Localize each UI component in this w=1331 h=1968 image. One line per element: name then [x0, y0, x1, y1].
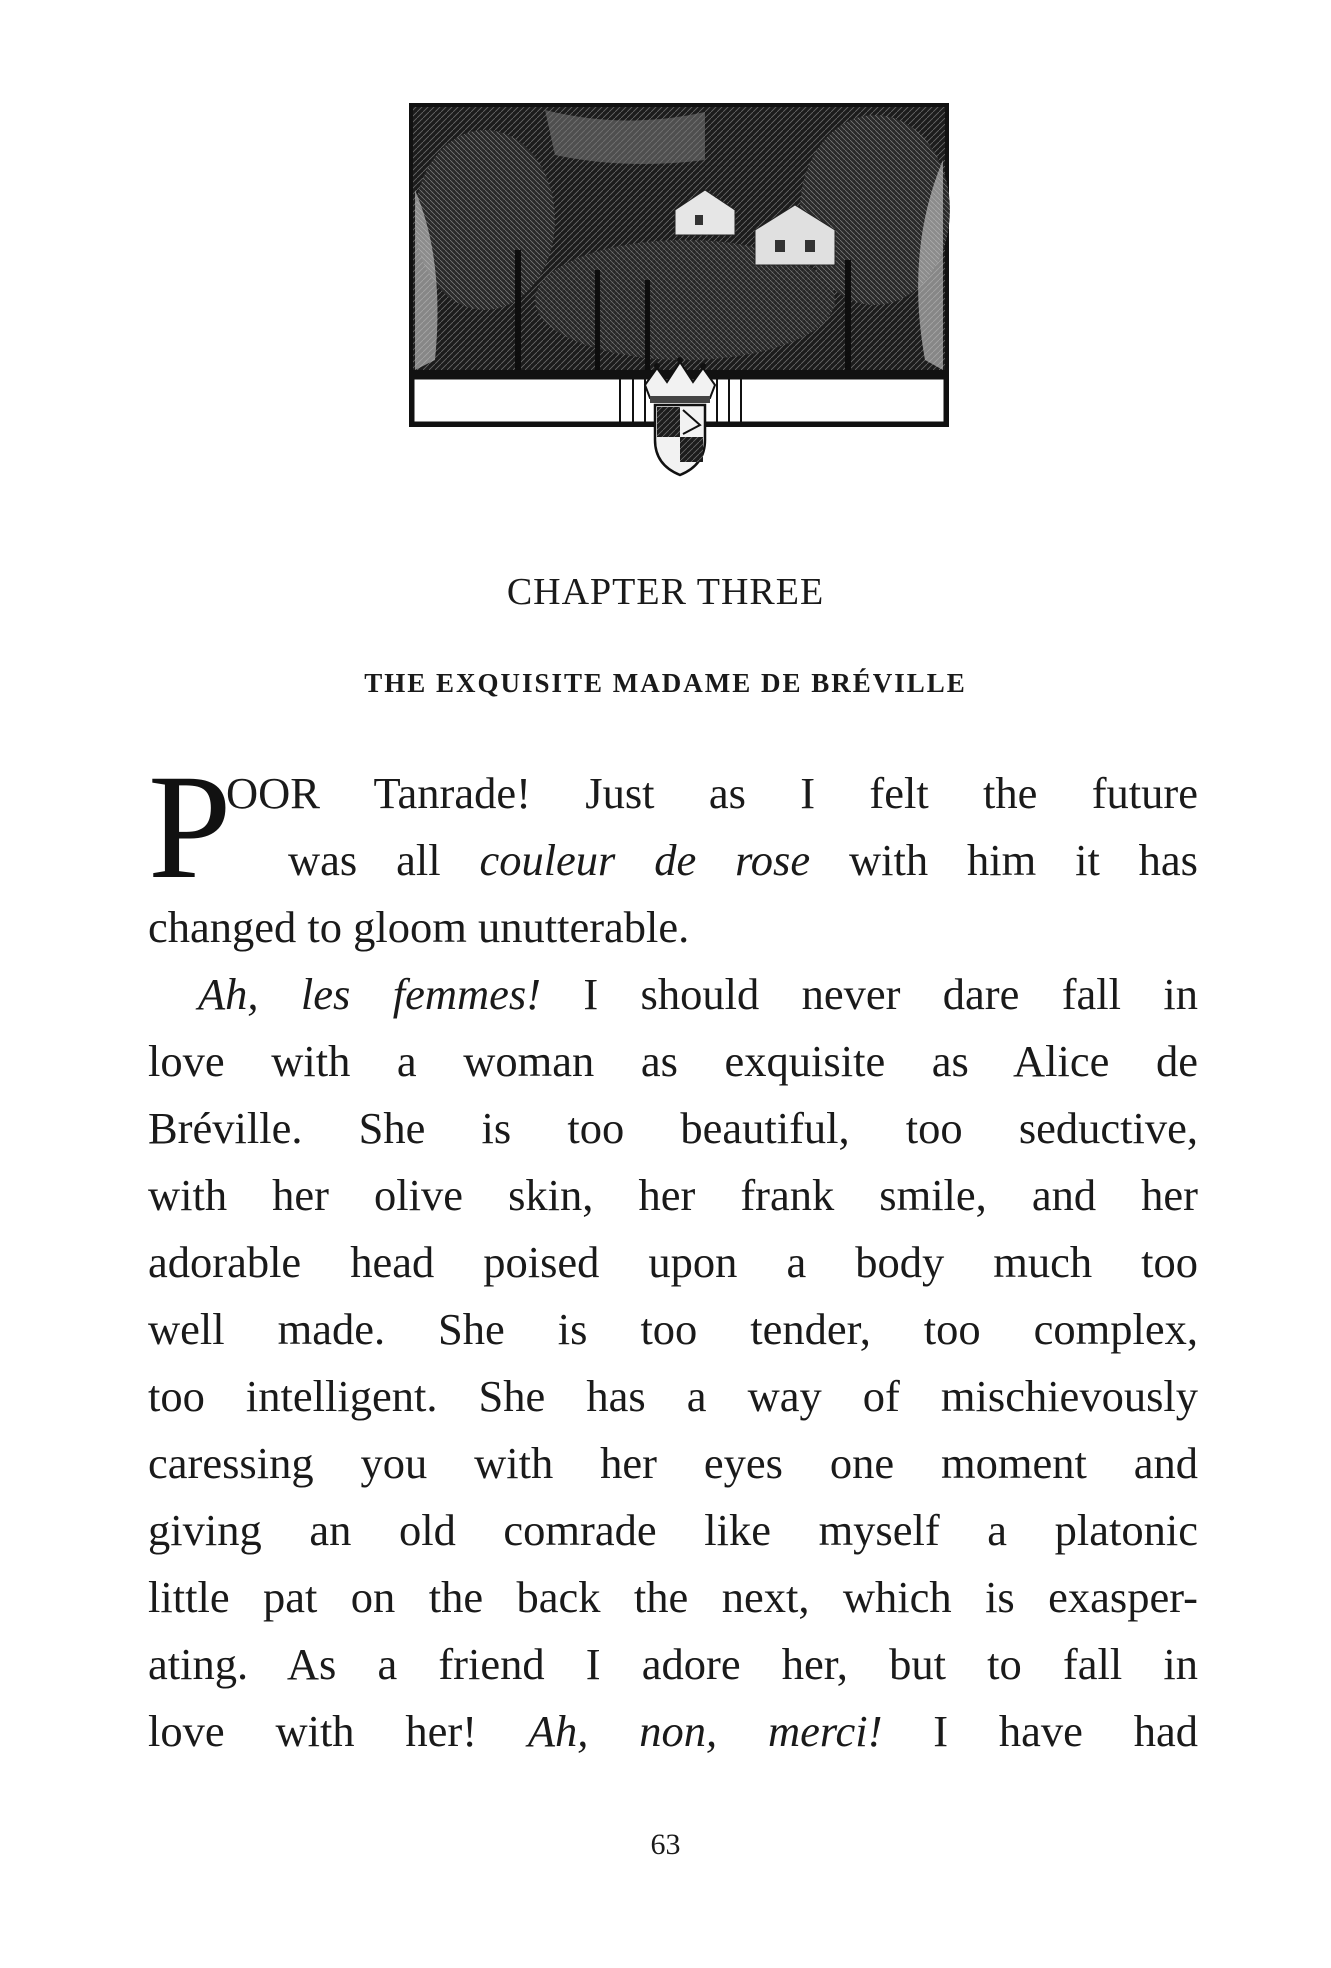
chapter-headpiece-illustration: [405, 100, 955, 480]
text-line: love with her! Ah, non, merci! I have had: [148, 1706, 1198, 1756]
text-line: giving an old comrade like myself a platonic: [148, 1505, 1198, 1555]
text-line: love with a woman as exquisite as Alice de: [148, 1036, 1198, 1086]
page-number: 63: [650, 1828, 681, 1861]
text-line: ating. As a friend I adore her, but to fall in: [148, 1639, 1198, 1689]
text-line: changed to gloom unutterable.: [148, 902, 690, 952]
text-line: little pat on the back the next, which is exasper-: [148, 1572, 1198, 1622]
text-line: was all couleur de rose with him it has: [288, 835, 1198, 885]
text-line: Ah, les femmes! I should never dare fall in: [198, 969, 1198, 1019]
crown-icon: [645, 357, 715, 403]
body-text: [148, 760, 1198, 1765]
text-line: well made. She is too tender, too complex,: [148, 1304, 1198, 1354]
text-line: adorable head poised upon a body much too: [148, 1237, 1198, 1287]
chapter-title: CHAPTER THREE: [506, 571, 825, 613]
text-line: caressing you with her eyes one moment and: [148, 1438, 1198, 1488]
drop-cap: P: [148, 744, 232, 910]
text-line: OOR Tanrade! Just as I felt the future: [226, 768, 1198, 818]
text-line: with her olive skin, her frank smile, and her: [148, 1170, 1198, 1220]
text-line: Bréville. She is too beautiful, too seductive,: [148, 1103, 1198, 1153]
chapter-subtitle: THE EXQUISITE MADAME DE BRÉVILLE: [364, 668, 967, 698]
text-line: too intelligent. She has a way of mischievously: [148, 1371, 1198, 1421]
shield-icon: [655, 405, 705, 475]
